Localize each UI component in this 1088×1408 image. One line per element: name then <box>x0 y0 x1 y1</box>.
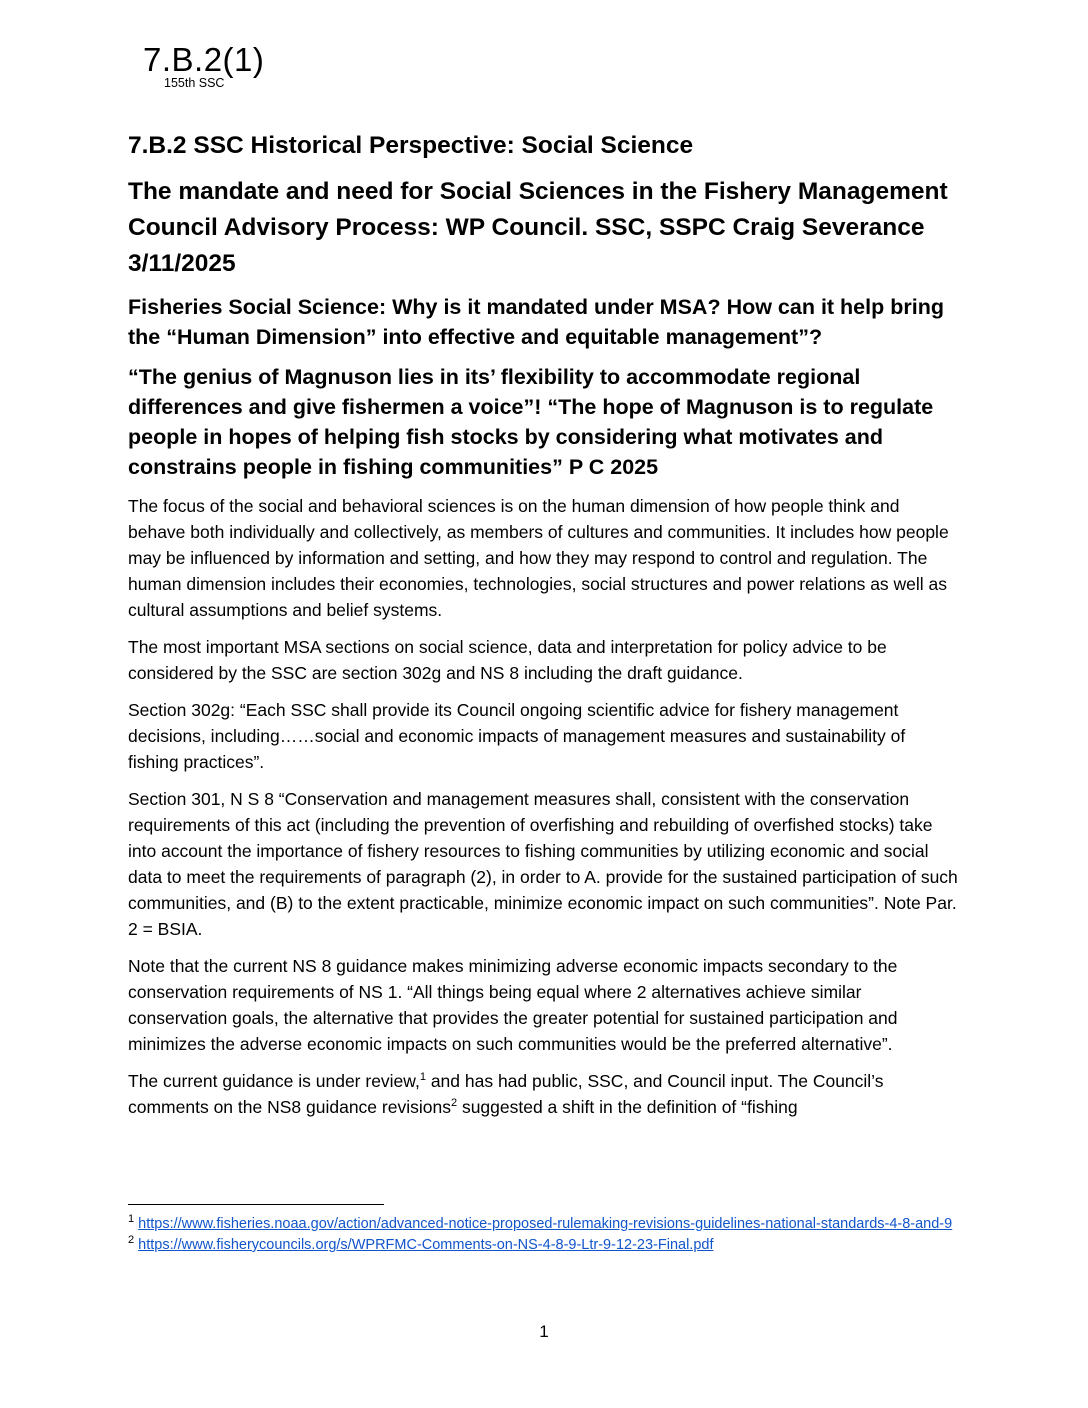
footnote-divider <box>128 1204 384 1205</box>
footnote-2 <box>128 1235 960 1256</box>
footnote-link-2[interactable]: https://www.fisherycouncils.org/s/WPRFMC-Comments-on-NS-4-8-9-Ltr-9-12-23-Final.pdf <box>138 1237 714 1253</box>
section-heading: 7.B.2 SSC Historical Perspective: Social Science <box>128 132 694 159</box>
paragraph-section-301: Section 301, N S 8 “Conservation and management measures shall, consistent with the conservation requirements of this act (including the prevention of overfishing and rebuilding of overfished stocks) take into account the importance of fishery resources to fishing communities by utilizing economic and social data to meet the requirements of paragraph (2), in order to A. provide for the sustained participation of such communities, and (B) to the extent practicable, minimize economic impact on such communities”. Note Par. 2 = BSIA. <box>128 789 958 939</box>
document-stamp <box>143 42 264 90</box>
paragraph-text: The current guidance is under review, <box>128 1071 420 1091</box>
page-number: 1 <box>539 1322 549 1341</box>
paragraph-text: suggested a shift in the definition of “fishing <box>457 1097 798 1117</box>
paragraph-human-dimension: The focus of the social and behavioral sciences is on the human dimension of how people think and behave both individually and collectively, as members of cultures and communities. It includes how people may be influenced by information and setting, and how they may respond to control and regulation. The human dimension includes their economies, technologies, social structures and power relations as well as cultural assumptions and belief systems. <box>128 496 949 620</box>
footnote-marker: 1 <box>128 1213 135 1226</box>
meeting-label: 155th SSC <box>164 76 225 90</box>
paragraph-section-302g: Section 302g: “Each SSC shall provide its Council ongoing scientific advice for fishery management decisions, including……social and economic impacts of management measures and sustainability of fishing practices”. <box>128 700 906 772</box>
footnote-ref-2[interactable]: 2 <box>450 1097 458 1110</box>
document-title: The mandate and need for Social Sciences in the Fishery Management Council Advisory Process: WP Council. SSC, SSPC Craig Severance 3/11/2025 <box>128 178 948 277</box>
footnotes <box>128 1214 960 1256</box>
paragraph-msa-sections: The most important MSA sections on social science, data and interpretation for policy advice to be considered by the SSC are section 302g and NS 8 including the draft guidance. <box>128 637 887 683</box>
footnote-ref-1[interactable]: 1 <box>419 1071 426 1084</box>
paragraph-text: and has had public, SSC, and Council input. The Council’s comments on the NS8 guidance revisions <box>128 1071 884 1117</box>
footnote-marker: 2 <box>128 1234 135 1247</box>
document-code: 7.B.2(1) <box>143 41 265 78</box>
paragraph-guidance-review <box>128 1068 960 1120</box>
paragraph-ns8-guidance: Note that the current NS 8 guidance makes minimizing adverse economic impacts secondary to the conservation requirements of NS 1. “All things being equal where 2 alternatives achieve similar conservation goals, the alternative that provides the greater potential for sustained participation and minimizes the adverse economic impacts on such communities would be the preferred alternative”. <box>128 956 898 1054</box>
quote-heading: “The genius of Magnuson lies in its’ flexibility to accommodate regional differences and give fishermen a voice”! “The hope of Magnuson is to regulate people in hopes of helping fish stocks by considering what motivates and constrains people in fishing communities” P C 2025 <box>128 365 934 479</box>
footnote-link-1[interactable]: https://www.fisheries.noaa.gov/action/advanced-notice-proposed-rulemaking-revisions-guidelines-national-standards-4-8-and-9 <box>138 1216 953 1232</box>
page-body <box>128 130 960 1131</box>
footnote-1 <box>128 1214 960 1235</box>
subheading: Fisheries Social Science: Why is it mandated under MSA? How can it help bring the “Human Dimension” into effective and equitable management”? <box>128 295 944 349</box>
